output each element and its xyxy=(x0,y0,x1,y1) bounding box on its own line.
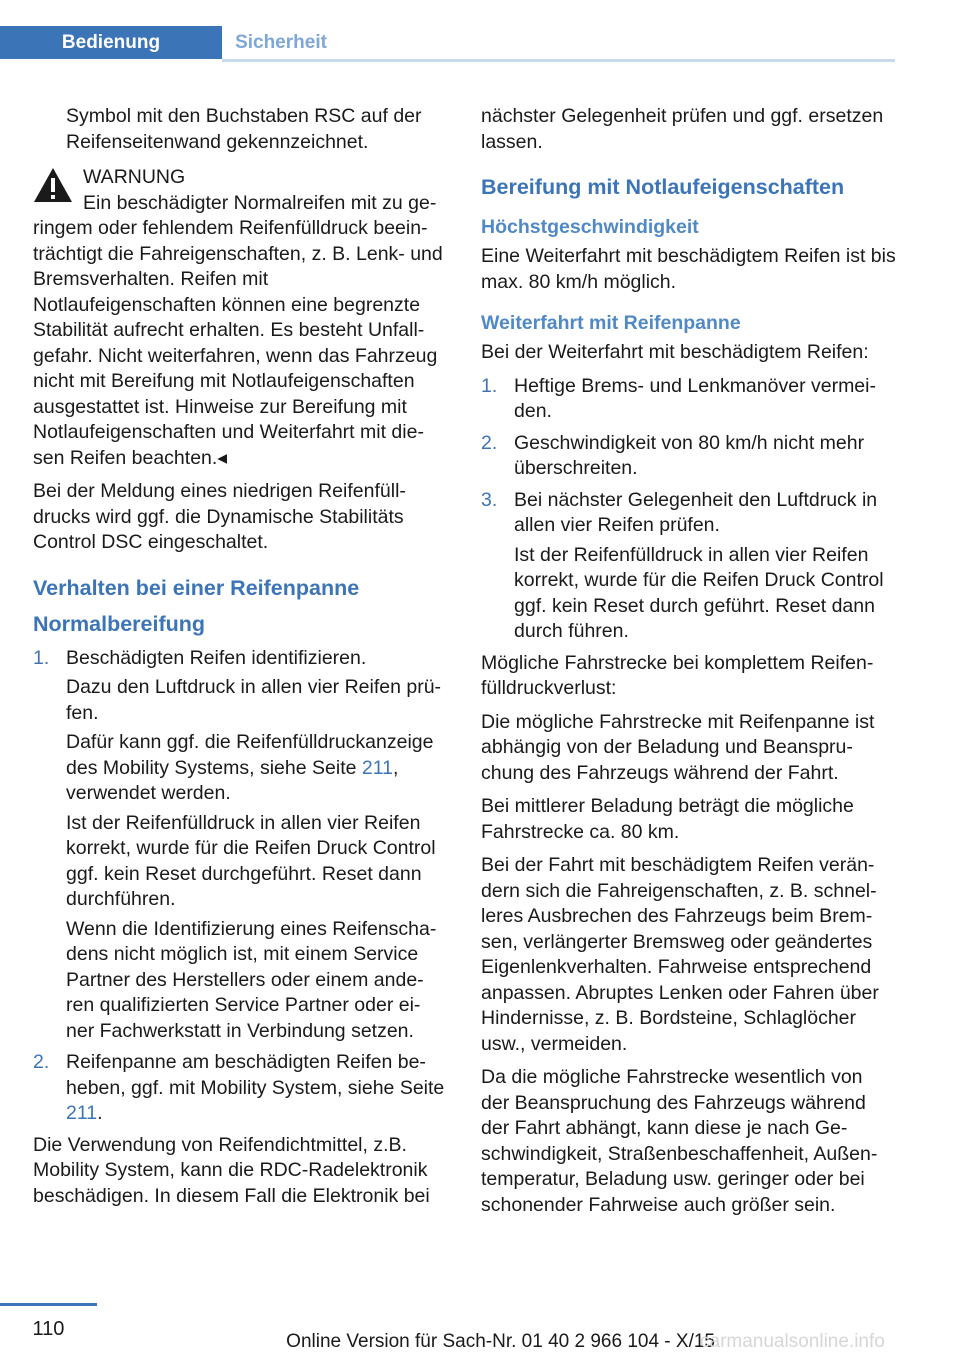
step-number: 1. xyxy=(33,646,50,669)
final-text: Da die mögliche Fahrstrecke wesentlich von der Beanspruchung des Fahrzeugs während der Fahrt abhängt, kann diese je nach Ge-schwindigkeit, Straßenbeschaffenheit, Außen-temperatur, Beladung usw. geringer oder bei schonender Fahrweise auch größer sein. xyxy=(481,1066,878,1216)
continuation-text: nächster Gelegenheit prüfen und ggf. ersetzen lassen. xyxy=(481,105,884,153)
left-column xyxy=(33,104,448,1217)
page-header xyxy=(0,0,895,62)
page-link-211[interactable]: 211 xyxy=(66,1102,98,1124)
tab-sicherheit[interactable]: Sicherheit xyxy=(235,32,327,53)
continue-steps xyxy=(481,374,896,645)
step-number: 2. xyxy=(33,1051,50,1073)
warning-text-first: Ein beschädigter Normalreifen mit zu ge- xyxy=(83,191,437,214)
online-version-note: Online Version für Sach-Nr. 01 40 2 966 104 - X/15 xyxy=(286,1331,715,1352)
range-medium-load-text: Bei mittlerer Beladung beträgt die mögliche Fahrstrecke ca. 80 km. xyxy=(481,795,854,843)
range-dependency-text: Die mögliche Fahrstrecke mit Reifenpanne ist abhängig von der Beladung und Beanspru-chung des Fahrzeugs während der Fahrt. xyxy=(481,710,875,784)
step-text: Heftige Brems- und Lenkmanöver vermei-den. xyxy=(514,374,876,422)
step-text: Dafür kann ggf. die Reifenfülldruckanzeige des Mobility Systems, siehe Seite 211, verwendet werden. xyxy=(66,731,434,804)
sealant-note: Die Verwendung von Reifendichtmittel, z.B. Mobility System, kann die RDC-Radelektronik beschädigen. In diesem Fall die Elektronik bei xyxy=(33,1133,430,1207)
footer-rule xyxy=(0,1303,97,1306)
watermark: carmanualsonline.info xyxy=(700,1331,885,1352)
step-number: 2. xyxy=(481,431,498,454)
heading-normalbereifung: Normalbereifung xyxy=(33,611,206,636)
list-item xyxy=(33,646,448,1045)
list-item xyxy=(481,431,896,482)
step-title: Reifenpanne am beschädigten Reifen be-heben, ggf. mit Mobility System, siehe Seite 211. xyxy=(66,1051,445,1124)
step-number: 1. xyxy=(481,374,498,397)
warning-title: WARNUNG xyxy=(83,166,186,188)
breakdown-steps xyxy=(33,646,448,1127)
page-number: 110 xyxy=(32,1318,65,1340)
list-item xyxy=(481,374,896,425)
step-number: 3. xyxy=(481,488,498,511)
warning-block xyxy=(33,165,448,471)
range-heading-text: Mögliche Fahrstrecke bei komplettem Reifen-fülldruckverlust: xyxy=(481,651,874,699)
header-rule xyxy=(222,59,895,62)
list-item xyxy=(33,1050,448,1127)
heading-continue-driving: Weiterfahrt mit Reifenpanne xyxy=(481,312,741,334)
heading-top-speed: Höchstgeschwindigkeit xyxy=(481,216,699,238)
step-text: Ist der Reifenfülldruck in allen vier Reifen korrekt, wurde für die Reifen Druck Control ggf. kein Reset durchgeführt. Reset dann durchführen. xyxy=(66,811,436,910)
step-text: Dazu den Luftdruck in allen vier Reifen prü-fen. xyxy=(66,676,442,724)
warning-triangle-icon xyxy=(33,167,73,203)
right-column xyxy=(481,104,896,1226)
list-item xyxy=(481,488,896,645)
step-text: Bei nächster Gelegenheit den Luftdruck in allen vier Reifen prüfen. xyxy=(514,488,878,536)
continue-intro: Bei der Weiterfahrt mit beschädigtem Reifen: xyxy=(481,341,869,363)
step-subtext: Ist der Reifenfülldruck in allen vier Reifen korrekt, wurde für die Reifen Druck Control ggf. kein Reset durch geführt. Reset dann durch führen. xyxy=(514,543,884,642)
tab-bedienung[interactable]: Bedienung xyxy=(0,26,222,59)
speed-text: Eine Weiterfahrt mit beschädigtem Reifen ist bis max. 80 km/h möglich. xyxy=(481,245,896,293)
page-link-211[interactable]: 211 xyxy=(361,756,393,779)
warning-text: ringem oder fehlendem Reifenfülldruck beein-trächtigt die Fahreigenschaften, z. B. Lenk- und Bremsverhalten. Reifen mit Notlaufeigenschaften können eine begrenzte Stabilität aufrecht erhalten. Es besteht Unfall-gefahr. Nicht weiterfahren, wenn das Fahrzeug nicht mit Bereifung mit Notlaufeigenschaften ausgestattet ist. Hinweise zur Bereifung mit Notlaufeigenschaften und Weiterfahrt mit die-sen Reifen beachten.◂ xyxy=(33,217,443,469)
heading-runflat: Bereifung mit Notlaufeigenschaften xyxy=(481,175,845,199)
intro-text: Symbol mit den Buchstaben RSC auf der Reifenseitenwand gekennzeichnet. xyxy=(66,105,422,153)
step-text: Geschwindigkeit von 80 km/h nicht mehr überschreiten. xyxy=(514,431,865,479)
dsc-note: Bei der Meldung eines niedrigen Reifenfüll-drucks wird ggf. die Dynamische Stabilitäts Control DSC eingeschaltet. xyxy=(33,480,406,553)
step-title: Beschädigten Reifen identifizieren. xyxy=(66,646,367,669)
step-text: Wenn die Identifizierung eines Reifenscha-dens nicht möglich ist, mit einem Service Partner des Herstellers oder einem ande-ren qualifizierten Service Partner oder ei-ner Fachwerkstatt in Verbindung setzen. xyxy=(66,917,437,1042)
handling-text: Bei der Fahrt mit beschädigtem Reifen verän-dern sich die Fahreigenschaften, z. B. schnel-leres Ausbrechen des Fahrzeugs beim Brem-sen, verlängerter Bremsweg oder geändertes Eigenlenkverhalten. Fahrweise entsprechend anpassen. Abruptes Lenken oder Fahren über Hindernisse, z. B. Bordsteine, Schlaglöcher usw., vermeiden. xyxy=(481,854,879,1055)
heading-breakdown: Verhalten bei einer Reifenpanne xyxy=(33,575,360,600)
